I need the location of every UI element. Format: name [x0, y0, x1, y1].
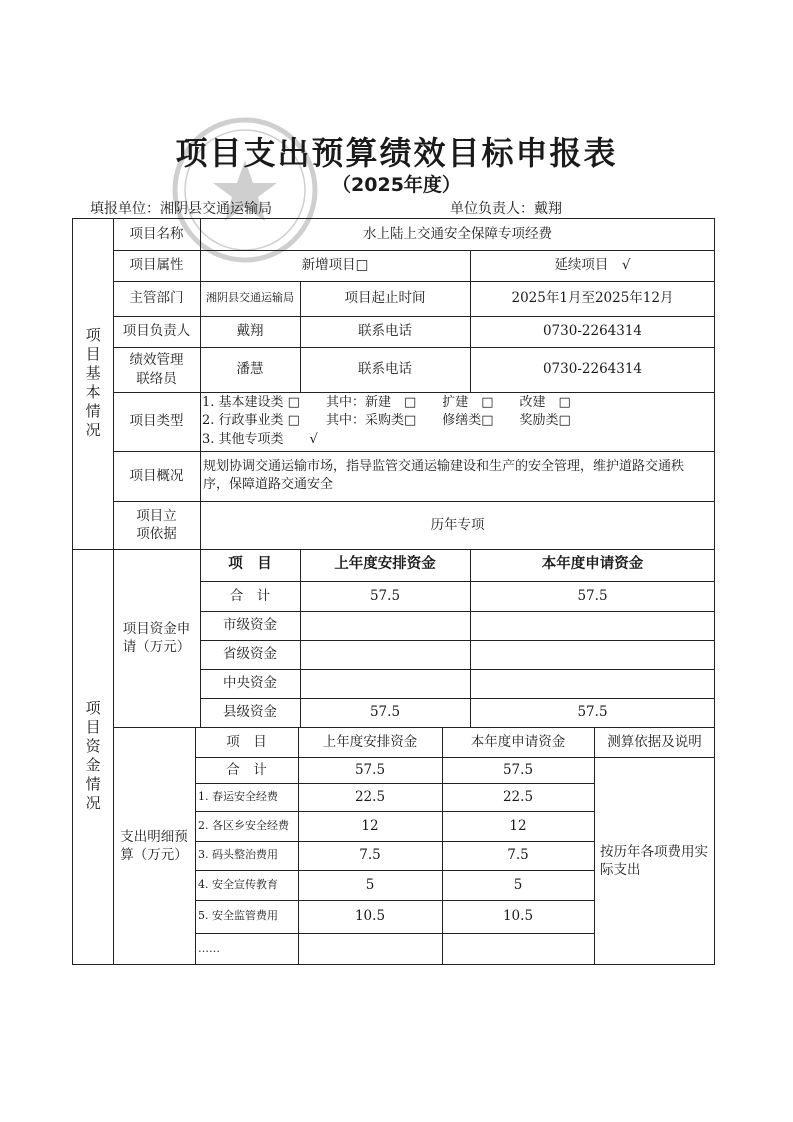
- detail-row-last: 12: [361, 817, 379, 834]
- leader-value: 戴翔: [236, 323, 264, 340]
- detail-row-last: [298, 933, 442, 965]
- filler-unit: 填报单位：湘阴县交通运输局: [90, 201, 272, 217]
- apply-label: 项目资金申请（万元）: [122, 620, 191, 655]
- apply-row-last: [300, 611, 470, 640]
- project-name-label: 项目名称: [129, 225, 184, 242]
- phone2-label: 联系电话: [358, 361, 412, 378]
- detail-row-last: 57.5: [354, 761, 386, 778]
- detail-header-this: 本年度申请资金: [470, 733, 566, 750]
- detail-header-note: 测算依据及说明: [607, 733, 702, 750]
- detail-note: 按历年各项费用实际支出: [600, 843, 708, 878]
- type-line-2: 2. 行政事业类 □ 其中：采购类□ 修缮类□ 奖励类□: [202, 413, 571, 429]
- detail-row-last: 7.5: [359, 847, 381, 864]
- detail-row-last: 22.5: [354, 788, 386, 805]
- phone-label: 联系电话: [358, 323, 412, 340]
- leader-label: 项目负责人: [122, 323, 191, 340]
- apply-row-this: 57.5: [577, 587, 608, 604]
- apply-row-item: 省级资金: [223, 646, 277, 663]
- detail-row-this: 10.5: [502, 908, 534, 925]
- detail-row-item: 合 计: [226, 761, 267, 778]
- detail-row-this: 22.5: [502, 788, 534, 805]
- basic-section-label: 项目基本情况: [83, 326, 102, 441]
- phone2-value: 0730-2264314: [542, 361, 643, 378]
- detail-header-item: 项 目: [226, 733, 267, 750]
- apply-row-item: 县级资金: [223, 704, 277, 721]
- page-title: 项目支出预算绩效目标申报表: [175, 134, 618, 172]
- attr-continue-option: 延续项目 √: [554, 257, 631, 274]
- type-line-1: 1. 基本建设类 □ 其中：新建 □ 扩建 □ 改建 □: [202, 394, 571, 410]
- project-attr-label: 项目属性: [129, 257, 184, 274]
- page-subtitle: （2025年度）: [332, 174, 461, 196]
- basis-value: 历年专项: [430, 516, 485, 533]
- overview-value: 规划协调交通运输市场，指导监管交通运输建设和生产的安全管理，维护道路交通秩序，保障道路交通安全: [203, 459, 685, 492]
- apply-row-item: 合 计: [229, 587, 271, 604]
- apply-row-this: [470, 640, 715, 669]
- liaison-value: 潘慧: [236, 361, 264, 378]
- liaison-label: 绩效管理联络员: [129, 352, 184, 387]
- apply-header-last: 上年度安排资金: [334, 556, 436, 573]
- apply-row-last: 57.5: [369, 587, 401, 604]
- detail-row-this: [442, 933, 594, 965]
- period-label: 项目起止时间: [344, 290, 426, 307]
- overview-label: 项目概况: [129, 467, 184, 484]
- detail-row-item: 5. 安全监管费用: [198, 909, 278, 923]
- detail-row-item: 2. 各区乡安全经费: [198, 818, 289, 832]
- detail-row-item: 4. 安全宣传教育: [198, 877, 278, 891]
- phone-value: 0730-2264314: [542, 323, 643, 340]
- basis-label: 项目立项依据: [136, 507, 177, 542]
- apply-row-last: 57.5: [369, 704, 401, 721]
- period-value: 2025年1月至2025年12月: [511, 290, 674, 307]
- apply-row-this: [470, 669, 715, 698]
- apply-header-item: 项 目: [228, 556, 272, 573]
- detail-row-item: 1. 春运安全经费: [198, 789, 278, 803]
- apply-row-this: 57.5: [577, 704, 608, 721]
- detail-row-item: ……: [198, 941, 220, 955]
- apply-row-last: [300, 669, 470, 698]
- attr-new-option: 新增项目□: [301, 257, 369, 274]
- detail-row-last: 10.5: [354, 908, 386, 925]
- apply-row-item: 市级资金: [223, 617, 277, 634]
- apply-row-last: [300, 640, 470, 669]
- detail-row-this: 5: [513, 876, 523, 893]
- detail-label: 支出明细预算（万元）: [120, 828, 188, 863]
- type-line-3: 3. 其他专项类 √: [202, 431, 318, 447]
- dept-value: 湘阴县交通运输局: [206, 291, 294, 305]
- type-label: 项目类型: [129, 413, 184, 430]
- detail-row-last: 5: [365, 876, 375, 893]
- apply-header-this: 本年度申请资金: [541, 556, 644, 573]
- detail-row-this: 57.5: [502, 761, 534, 778]
- dept-label: 主管部门: [129, 290, 184, 307]
- apply-row-item: 中央资金: [223, 675, 277, 692]
- type-options: [200, 392, 715, 451]
- apply-row-this: [470, 611, 715, 640]
- unit-leader: 单位负责人：戴翔: [450, 201, 562, 217]
- detail-header-last: 上年度安排资金: [322, 733, 418, 750]
- detail-row-this: 12: [509, 817, 527, 834]
- detail-row-this: 7.5: [507, 847, 529, 864]
- funds-section-label: 项目资金情况: [83, 700, 102, 814]
- detail-row-item: 3. 码头整治费用: [198, 848, 278, 862]
- project-name-value: 水上陆上交通安全保障专项经费: [363, 225, 552, 242]
